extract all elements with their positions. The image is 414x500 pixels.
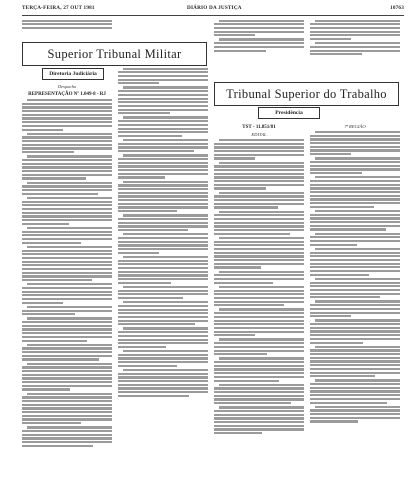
header-page-number: 10763 (390, 5, 404, 11)
text-paragraph (22, 246, 112, 281)
text-paragraph (118, 116, 208, 137)
text-paragraph (22, 99, 112, 131)
text-paragraph (310, 346, 400, 378)
text-paragraph (22, 344, 112, 361)
diretoria-box: Diretoria Judiciária (42, 68, 104, 80)
text-paragraph (310, 406, 400, 423)
text-paragraph (214, 338, 304, 355)
text-paragraph (214, 139, 304, 160)
text-paragraph (22, 182, 112, 195)
column-2 (118, 66, 208, 492)
text-paragraph (118, 181, 208, 213)
text-paragraph (118, 327, 208, 348)
text-paragraph (310, 176, 400, 208)
text-paragraph (118, 256, 208, 284)
text-paragraph (118, 369, 208, 397)
text-paragraph (310, 248, 400, 276)
text-paragraph (22, 227, 112, 244)
column-1 (22, 82, 112, 492)
text-paragraph (214, 192, 304, 209)
text-paragraph (310, 20, 400, 41)
text-paragraph (22, 393, 112, 425)
regiao-heading: 7ª REGIÃO (344, 124, 366, 129)
text-paragraph (118, 86, 208, 114)
despacho-heading: Despacho (57, 84, 77, 89)
edital-heading: EDITAL (251, 132, 267, 137)
text-paragraph (118, 286, 208, 299)
column-3 (214, 122, 304, 492)
text-paragraph (310, 157, 400, 174)
representacao-heading: REPRESENTAÇÃO Nº 1.049-8 - RJ (28, 92, 106, 97)
text-paragraph (310, 300, 400, 317)
column-4-body (310, 131, 400, 423)
text-paragraph (22, 283, 112, 304)
presidencia-box: Presidência (258, 107, 320, 119)
text-paragraph (22, 197, 112, 225)
text-paragraph (118, 214, 208, 231)
column-4-top (310, 18, 400, 78)
tst-title-box: Tribunal Superior do Trabalho (214, 82, 399, 106)
column-1-body (22, 99, 112, 447)
column-1-top (22, 18, 112, 40)
text-paragraph (22, 363, 112, 391)
text-paragraph (310, 42, 400, 55)
text-paragraph (22, 317, 112, 341)
text-paragraph (310, 233, 400, 246)
text-paragraph (310, 210, 400, 231)
column-3-top-body (214, 20, 304, 52)
column-4-top-body (310, 20, 400, 56)
page-header (22, 5, 404, 15)
text-paragraph (118, 301, 208, 325)
text-paragraph (214, 357, 304, 381)
text-paragraph (214, 237, 304, 269)
column-2-body (118, 68, 208, 398)
text-paragraph (118, 154, 208, 178)
tst-reference: TST - 11.851/81 (242, 125, 276, 130)
header-publication: DIÁRIO DA JUSTIÇA (187, 5, 242, 11)
text-paragraph (214, 384, 304, 405)
text-paragraph (118, 233, 208, 254)
text-paragraph (118, 350, 208, 367)
text-paragraph (214, 286, 304, 307)
column-4 (310, 122, 400, 492)
text-paragraph (214, 406, 304, 434)
text-paragraph (22, 133, 112, 154)
text-paragraph (118, 68, 208, 85)
text-paragraph (118, 139, 208, 152)
text-paragraph (22, 306, 112, 316)
text-paragraph (214, 162, 304, 190)
text-paragraph (310, 131, 400, 155)
header-rule (22, 15, 404, 16)
text-paragraph (214, 308, 304, 336)
column-3-top (214, 18, 304, 80)
text-paragraph (214, 38, 304, 51)
text-paragraph (310, 319, 400, 343)
stm-title-box: Superior Tribunal Militar (22, 42, 207, 66)
text-paragraph (214, 211, 304, 235)
text-paragraph (214, 271, 304, 284)
text-paragraph (214, 20, 304, 37)
text-paragraph (310, 379, 400, 403)
text-paragraph (22, 155, 112, 179)
header-date: TERÇA-FEIRA, 27 OUT 1981 (22, 5, 95, 11)
column-3-body (214, 139, 304, 434)
text-paragraph (310, 278, 400, 299)
text-paragraph (22, 426, 112, 447)
